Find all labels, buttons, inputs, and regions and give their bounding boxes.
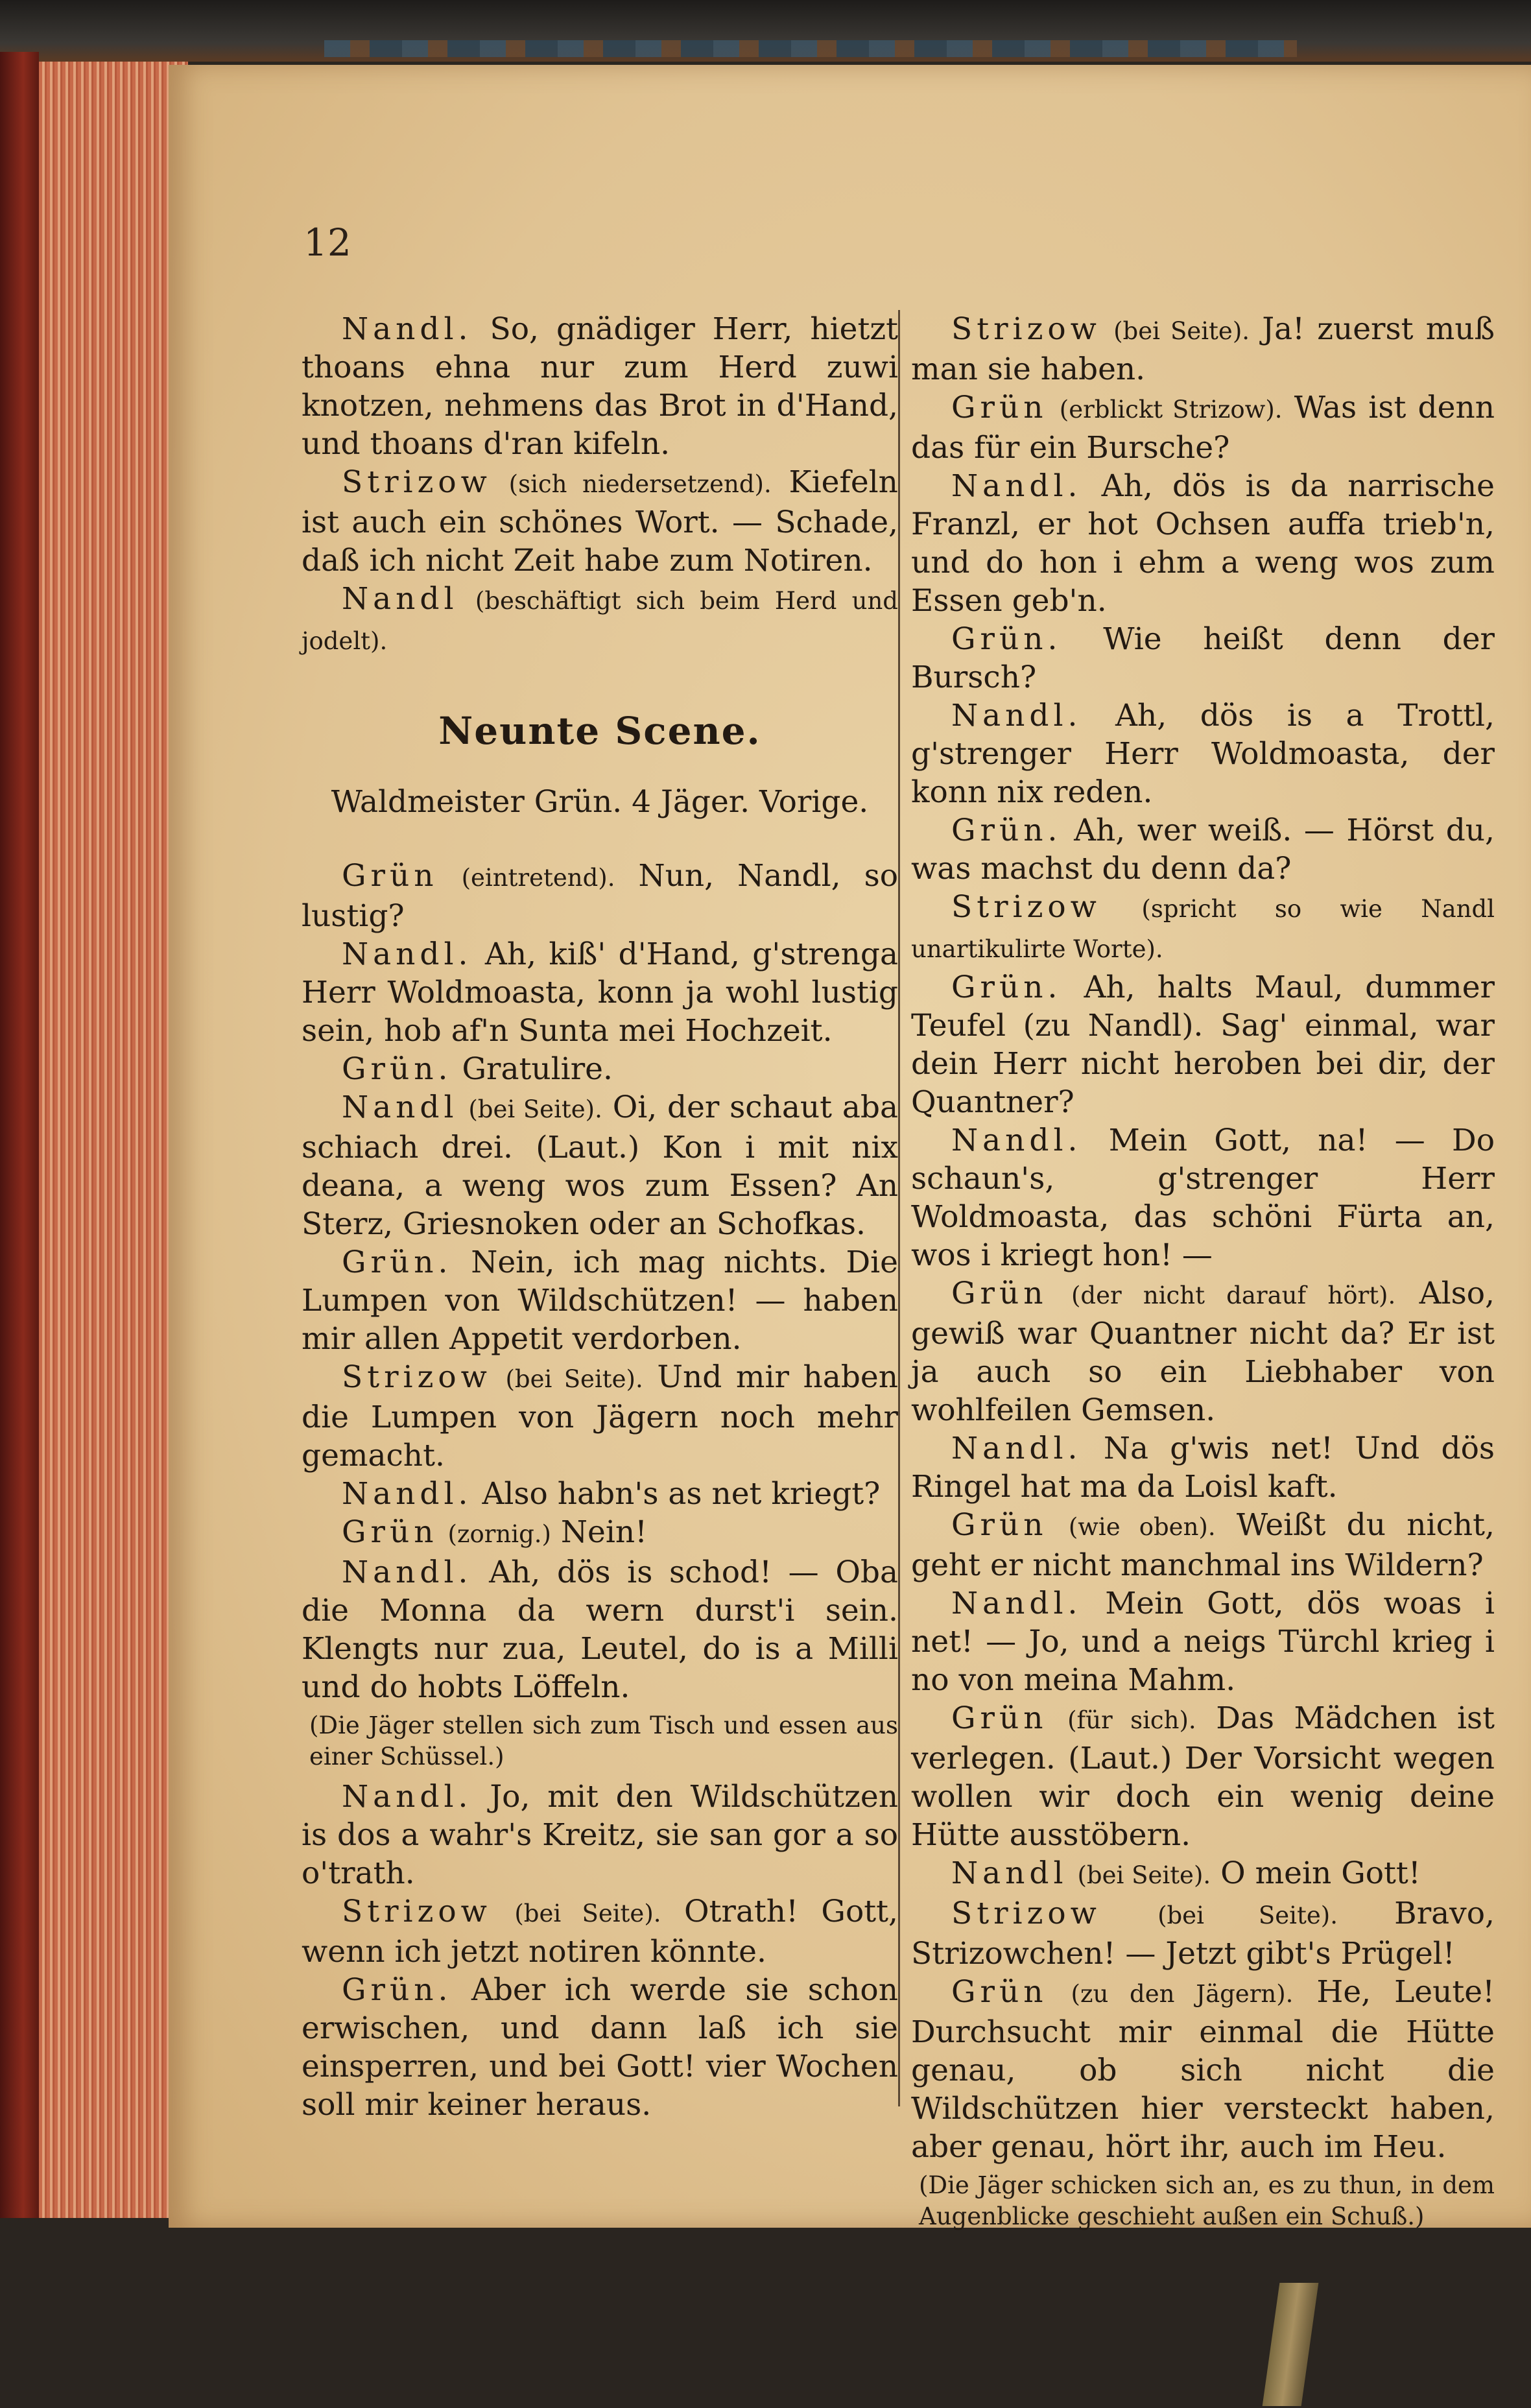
stage-note: (zu den Jägern). (1071, 1980, 1294, 2008)
dialogue-line (911, 888, 1495, 968)
dialogue-text: Also habn's as net kriegt? (482, 1476, 881, 1512)
speaker-name: Grün (342, 858, 438, 894)
stage-direction: (Die Jäger stellen sich zum Tisch und essen aus einer Schüssel.) (309, 1711, 898, 1770)
speaker-name: Grün. (342, 1051, 453, 1087)
stage-note: (bei Seite). (1113, 317, 1250, 345)
dialogue-text: Ah, dös is a Trottl, g'strenger Herr Woldmoasta, der konn nix reden. (911, 698, 1495, 810)
page-edges (39, 62, 188, 2221)
dialogue-line (302, 1971, 898, 2124)
dialogue-line (911, 1699, 1495, 1854)
dialogue-line (302, 857, 898, 935)
stage-note: (zornig.) (447, 1520, 551, 1548)
speaker-name: Nandl. (951, 468, 1082, 504)
dialogue-line (911, 811, 1495, 888)
stage-note: (spricht so wie Nandl unartikulirte Worte). (911, 895, 1495, 963)
dialogue-line (302, 935, 898, 1050)
speaker-name: Strizow (951, 889, 1101, 925)
dialogue-line (911, 697, 1495, 811)
dialogue-line (302, 1778, 898, 1892)
dialogue-line (911, 620, 1495, 697)
dialogue-text: Mein Gott, na! — Do schaun's, g'strenger Herr Woldmoasta, das schöni Fürta an, wos i kriegt hon! — (911, 1123, 1495, 1273)
speaker-name: Nandl. (951, 1586, 1082, 1621)
stage-note: (bei Seite). (505, 1365, 643, 1393)
speaker-name: Grün (951, 1507, 1048, 1543)
dialogue-text: He, Leute! Durchsucht mir einmal die Hütte genau, ob sich nicht die Wildschützen hier versteckt haben, aber genau, hört ihr, auch im Heu. (911, 1974, 1495, 2165)
dialogue-text: Jo, mit den Wildschützen is dos a wahr's Kreitz, sie san gor a so o'trath. (302, 1779, 898, 1891)
speaker-name: Grün. (342, 1972, 453, 2008)
speaker-name: Grün (951, 1276, 1048, 1311)
dialogue-line (302, 1475, 898, 1513)
speaker-name: Grün (951, 1700, 1048, 1736)
dialogue-text: O mein Gott! (1220, 1855, 1421, 1891)
dialogue-text: Ah, halts Maul, dummer Teufel (zu Nandl). Sag' einmal, war dein Herr nicht heroben bei dir, der Quantner? (911, 970, 1495, 1120)
speaker-name: Nandl (342, 581, 458, 617)
speaker-name: Nandl. (342, 1476, 473, 1512)
scene-heading: Neunte Scene. (438, 709, 761, 753)
dialogue-line (302, 310, 898, 463)
dialogue-line (911, 1274, 1495, 1429)
dialogue-text: Wie heißt denn der Bursch? (911, 621, 1495, 695)
dialogue-line (911, 1854, 1495, 1894)
dialogue-line (911, 968, 1495, 1121)
dialogue-line (302, 463, 898, 580)
dialogue-line (302, 1088, 898, 1243)
dialogue-line (911, 1121, 1495, 1274)
dialogue-line (911, 1973, 1495, 2166)
dialogue-text: Mein Gott, dös woas i net! — Jo, und a neigs Türchl krieg i no von meina Mahm. (911, 1586, 1495, 1698)
stage-note: (beschäftigt sich beim Herd und jodelt). (302, 587, 898, 655)
stage-note: (bei Seite). (468, 1095, 602, 1123)
dialogue-line (911, 467, 1495, 620)
speaker-name: Nandl (342, 1090, 458, 1125)
right-dialogue-block (911, 310, 1495, 2232)
speaker-name: Nandl. (951, 698, 1082, 733)
speaker-name: Grün. (342, 1245, 453, 1280)
speaker-name: Strizow (342, 464, 492, 500)
stage-note: (bei Seite). (514, 1900, 661, 1927)
dialogue-line (302, 1513, 898, 1553)
speaker-name: Grün (951, 1974, 1048, 2010)
dialogue-text: Aber ich werde sie schon erwischen, und dann laß ich sie einsperren, und bei Gott! vier Wochen soll mir keiner heraus. (302, 1972, 898, 2123)
dialogue-line (911, 1894, 1495, 1973)
stage-note: (für sich). (1067, 1706, 1196, 1734)
dialogue-text: Oi, der schaut aba schiach drei. (Laut.) Kon i mit nix deana, a weng wos zum Essen? An Sterz, Griesnoken oder an Schofkas. (302, 1090, 898, 1242)
page-number: 12 (303, 221, 351, 265)
stage-note: (sich niedersetzend). (508, 470, 772, 498)
dialogue-text: Also, gewiß war Quantner nicht da? Er ist ja auch so ein Liebhaber von wohlfeilen Gemsen. (911, 1276, 1495, 1428)
speaker-name: Nandl (951, 1855, 1068, 1891)
dialogue-text: So, gnädiger Herr, hietzt thoans ehna nur zum Herd zuwi knotzen, nehmens das Brot in d'Hand, und thoans d'ran kifeln. (302, 311, 898, 462)
speaker-name: Grün (951, 390, 1048, 425)
dialogue-text: Nun, Nandl, so lustig? (302, 858, 898, 934)
dialogue-line (302, 580, 898, 660)
left-column (302, 310, 898, 2124)
book-spine (0, 52, 39, 2224)
dialogue-line (302, 1050, 898, 1088)
left-dialogue-block (302, 310, 898, 660)
stage-direction: (Die Jäger schicken sich an, es zu thun, in dem Augenblicke geschieht außen ein Schuß.) (919, 2171, 1495, 2230)
dialogue-line (302, 1243, 898, 1358)
dialogue-text: Was ist denn das für ein Bursche? (911, 390, 1495, 466)
dialogue-text: Das Mädchen ist verlegen. (Laut.) Der Vorsicht wegen wollen wir doch ein wenig deine Hütte ausstöbern. (911, 1700, 1495, 1853)
dialogue-text: Ah, wer weiß. — Hörst du, was machst du denn da? (911, 813, 1495, 887)
speaker-name: Strizow (951, 1896, 1101, 1931)
stage-note: (eintretend). (461, 864, 615, 892)
column-divider (898, 310, 900, 2106)
speaker-name: Strizow (951, 311, 1101, 347)
dialogue-text: Weißt du nicht, geht er nicht manchmal ins Wildern? (911, 1507, 1495, 1583)
dialogue-line (302, 1358, 898, 1475)
stage-note: (wie oben). (1068, 1513, 1216, 1541)
speaker-name: Strizow (342, 1359, 492, 1395)
dialogue-line (911, 1506, 1495, 1584)
dialogue-text: Na g'wis net! Und dös Ringel hat ma da Loisl kaft. (911, 1431, 1495, 1505)
speaker-name: Nandl. (342, 936, 473, 972)
binding-edge-pattern (324, 40, 1297, 57)
dialogue-text: Gratulire. (462, 1051, 613, 1087)
stage-note: (bei Seite). (1157, 1901, 1338, 1929)
speaker-name: Nandl. (951, 1431, 1082, 1466)
speaker-name: Grün. (951, 813, 1062, 848)
speaker-name: Nandl. (342, 1555, 473, 1590)
dialogue-line (302, 1553, 898, 1706)
dialogue-text: Ah, kiß' d'Hand, g'strenga Herr Woldmoasta, konn ja wohl lustig sein, hob af'n Sunta mei Hochzeit. (302, 936, 898, 1049)
dialogue-text: Ah, dös is schod! — Oba die Monna da wern durst'i sein. Klengts nur zua, Leutel, do is a Milli und do hobts Löffeln. (302, 1555, 898, 1705)
speaker-name: Nandl. (951, 1123, 1082, 1158)
dialogue-text: Ah, dös is da narrische Franzl, er hot Ochsen auffa trieb'n, und do hon i ehm a weng wos zum Essen geb'n. (911, 468, 1495, 619)
speaker-name: Strizow (342, 1894, 492, 1929)
dialogue-line (911, 1429, 1495, 1506)
dialogue-text: Bravo, Strizowchen! — Jetzt gibt's Prügel! (911, 1896, 1495, 1972)
dialogue-text: Kiefeln ist auch ein schönes Wort. — Schade, daß ich nicht Zeit habe zum Notiren. (302, 464, 898, 578)
left-dialogue-block-2 (302, 857, 898, 2124)
stage-note: (bei Seite). (1077, 1861, 1211, 1889)
speaker-name: Grün. (951, 970, 1062, 1005)
dialogue-text: Ja! zuerst muß man sie haben. (911, 311, 1495, 387)
dialogue-text: Nein, ich mag nichts. Die Lumpen von Wildschützen! — haben mir allen Appetit verdorben. (302, 1245, 898, 1357)
dialogue-text: Otrath! Gott, wenn ich jetzt notiren könnte. (302, 1894, 898, 1970)
dialogue-line (911, 1584, 1495, 1699)
right-column (911, 310, 1495, 2237)
speaker-name: Grün. (951, 621, 1062, 657)
speaker-name: Grün (342, 1514, 438, 1550)
book-binding-top (0, 0, 1531, 62)
dialogue-line (911, 388, 1495, 467)
dialogue-line (302, 1892, 898, 1971)
speaker-name: Nandl. (342, 1779, 473, 1815)
dialogue-text: Und mir haben die Lumpen von Jägern noch mehr gemacht. (302, 1359, 898, 1473)
stage-note: (der nicht darauf hört). (1071, 1281, 1396, 1309)
cast-line: Waldmeister Grün. 4 Jäger. Vorige. (331, 784, 869, 820)
dialogue-text: Nein! (560, 1514, 648, 1550)
speaker-name: Nandl. (342, 311, 473, 347)
stage-note: (erblickt Strizow). (1059, 396, 1283, 423)
dialogue-line (911, 310, 1495, 388)
